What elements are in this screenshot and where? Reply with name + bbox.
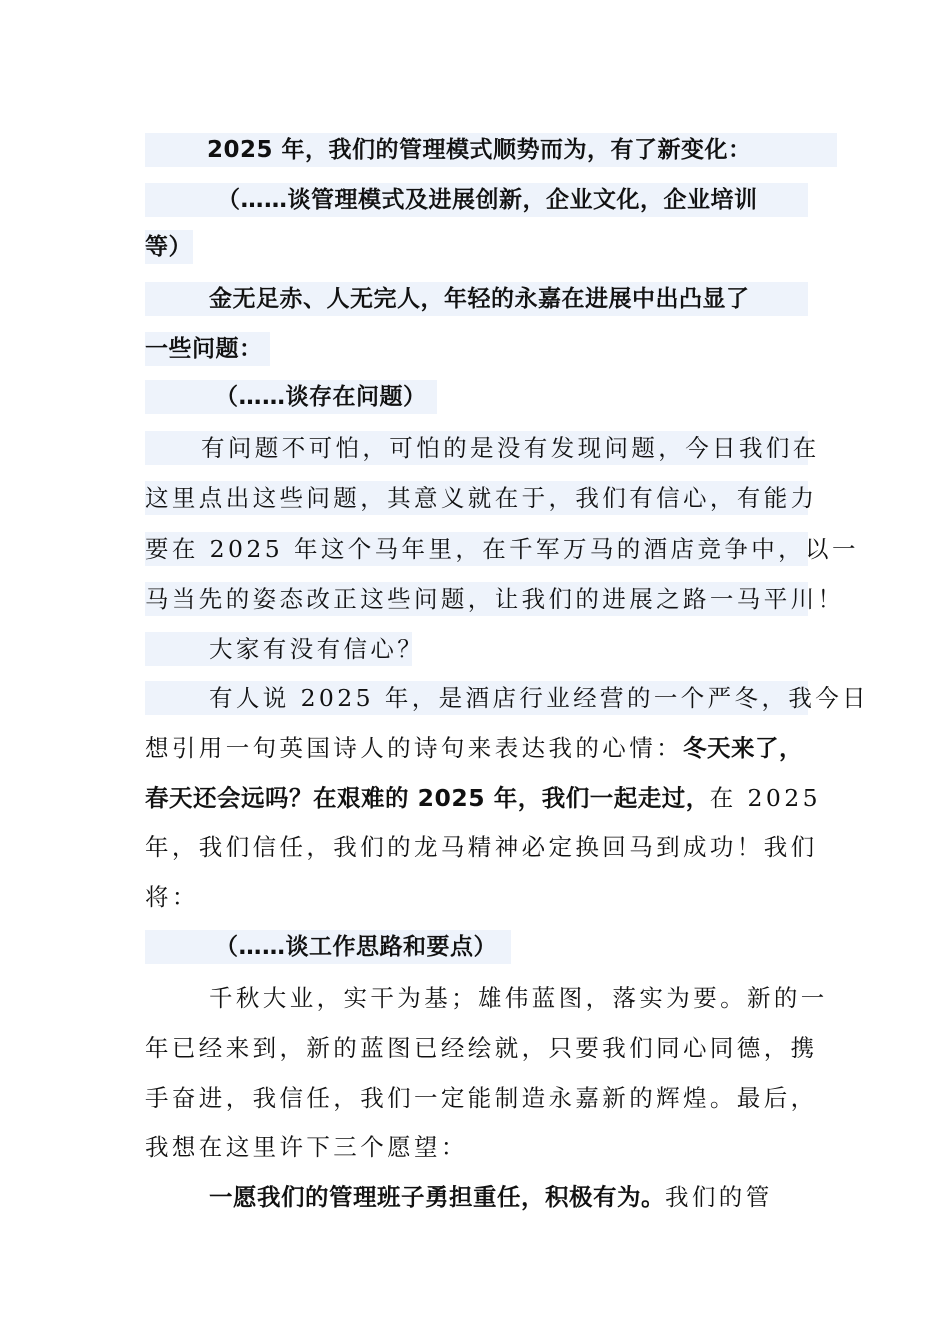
- paragraph-question: [145, 632, 425, 666]
- text-line: （……谈存在问题）: [215, 384, 427, 410]
- text-line: 大家有没有信心？: [209, 635, 425, 663]
- text-line: 有人说 2025 年，是酒店行业经营的一个严冬，我今日: [209, 684, 870, 712]
- paragraph-confidence: [145, 431, 820, 465]
- note-existing-problems: [145, 380, 437, 414]
- paragraph-problems: [145, 282, 808, 316]
- text-line: 手奋进，我信任，我们一定能制造永嘉新的辉煌。最后，: [145, 1084, 818, 1112]
- note-management-mode: [145, 183, 808, 217]
- paragraph-management-mode: [145, 133, 837, 167]
- text-line: 要在 2025 年这个马年里，在千军万马的酒店竞争中，以一: [145, 535, 859, 563]
- paragraph-winter-5: [145, 880, 808, 914]
- note-work-plan: [145, 930, 511, 964]
- note-management-mode-cont: [145, 230, 193, 264]
- text-line: （……谈工作思路和要点）: [215, 934, 497, 960]
- text-line: 将：: [145, 883, 199, 911]
- text-line: 年，我们信任，我们的龙马精神必定换回马到成功！我们: [145, 833, 818, 861]
- paragraph-closing-3: [145, 1081, 818, 1115]
- text-line: （……谈管理模式及进展创新，企业文化，企业培训: [217, 187, 758, 213]
- paragraph-winter-2: [145, 731, 808, 765]
- text-line: 千秋大业，实干为基；雄伟蓝图，落实为要。新的一: [209, 984, 828, 1012]
- paragraph-wish-one: [145, 1180, 808, 1214]
- bold-text: 一愿我们的管理班子勇担重任，积极有为。: [209, 1183, 665, 1211]
- bold-text: 冬天来了，: [683, 734, 803, 762]
- paragraph-winter-3: [145, 781, 821, 815]
- text-line: 金无足赤、人无完人，年轻的永嘉在进展中出凸显了: [209, 286, 750, 312]
- text-line: 等）: [145, 234, 192, 260]
- paragraph-confidence-3: [145, 532, 859, 566]
- paragraph-confidence-2: [145, 481, 818, 515]
- text-line: 这里点出这些问题，其意义就在于，我们有信心，有能力: [145, 484, 818, 512]
- paragraph-problems-cont: [145, 332, 270, 366]
- paragraph-closing-2: [145, 1031, 818, 1065]
- text-line: 我们的管: [665, 1183, 773, 1211]
- paragraph-winter-4: [145, 830, 818, 864]
- text-line: 我想在这里许下三个愿望：: [145, 1133, 468, 1161]
- text-line: 马当先的姿态改正这些问题，让我们的进展之路一马平川！: [145, 585, 845, 613]
- text-line: 想引用一句英国诗人的诗句来表达我的心情：: [145, 734, 683, 762]
- text-line: 2025 年，我们的管理模式顺势而为，有了新变化：: [207, 137, 752, 163]
- bold-text: 春天还会远吗？在艰难的 2025 年，我们一起走过，: [145, 784, 710, 812]
- paragraph-winter: [145, 681, 870, 715]
- paragraph-confidence-4: [145, 582, 845, 616]
- text-line: 有问题不可怕，可怕的是没有发现问题，今日我们在: [201, 434, 820, 462]
- text-line: 在 2025: [709, 784, 821, 812]
- paragraph-closing-4: [145, 1130, 808, 1164]
- text-line: 年已经来到，新的蓝图已经绘就，只要我们同心同德，携: [145, 1034, 818, 1062]
- paragraph-closing: [145, 981, 828, 1015]
- text-line: 一些问题：: [145, 336, 263, 362]
